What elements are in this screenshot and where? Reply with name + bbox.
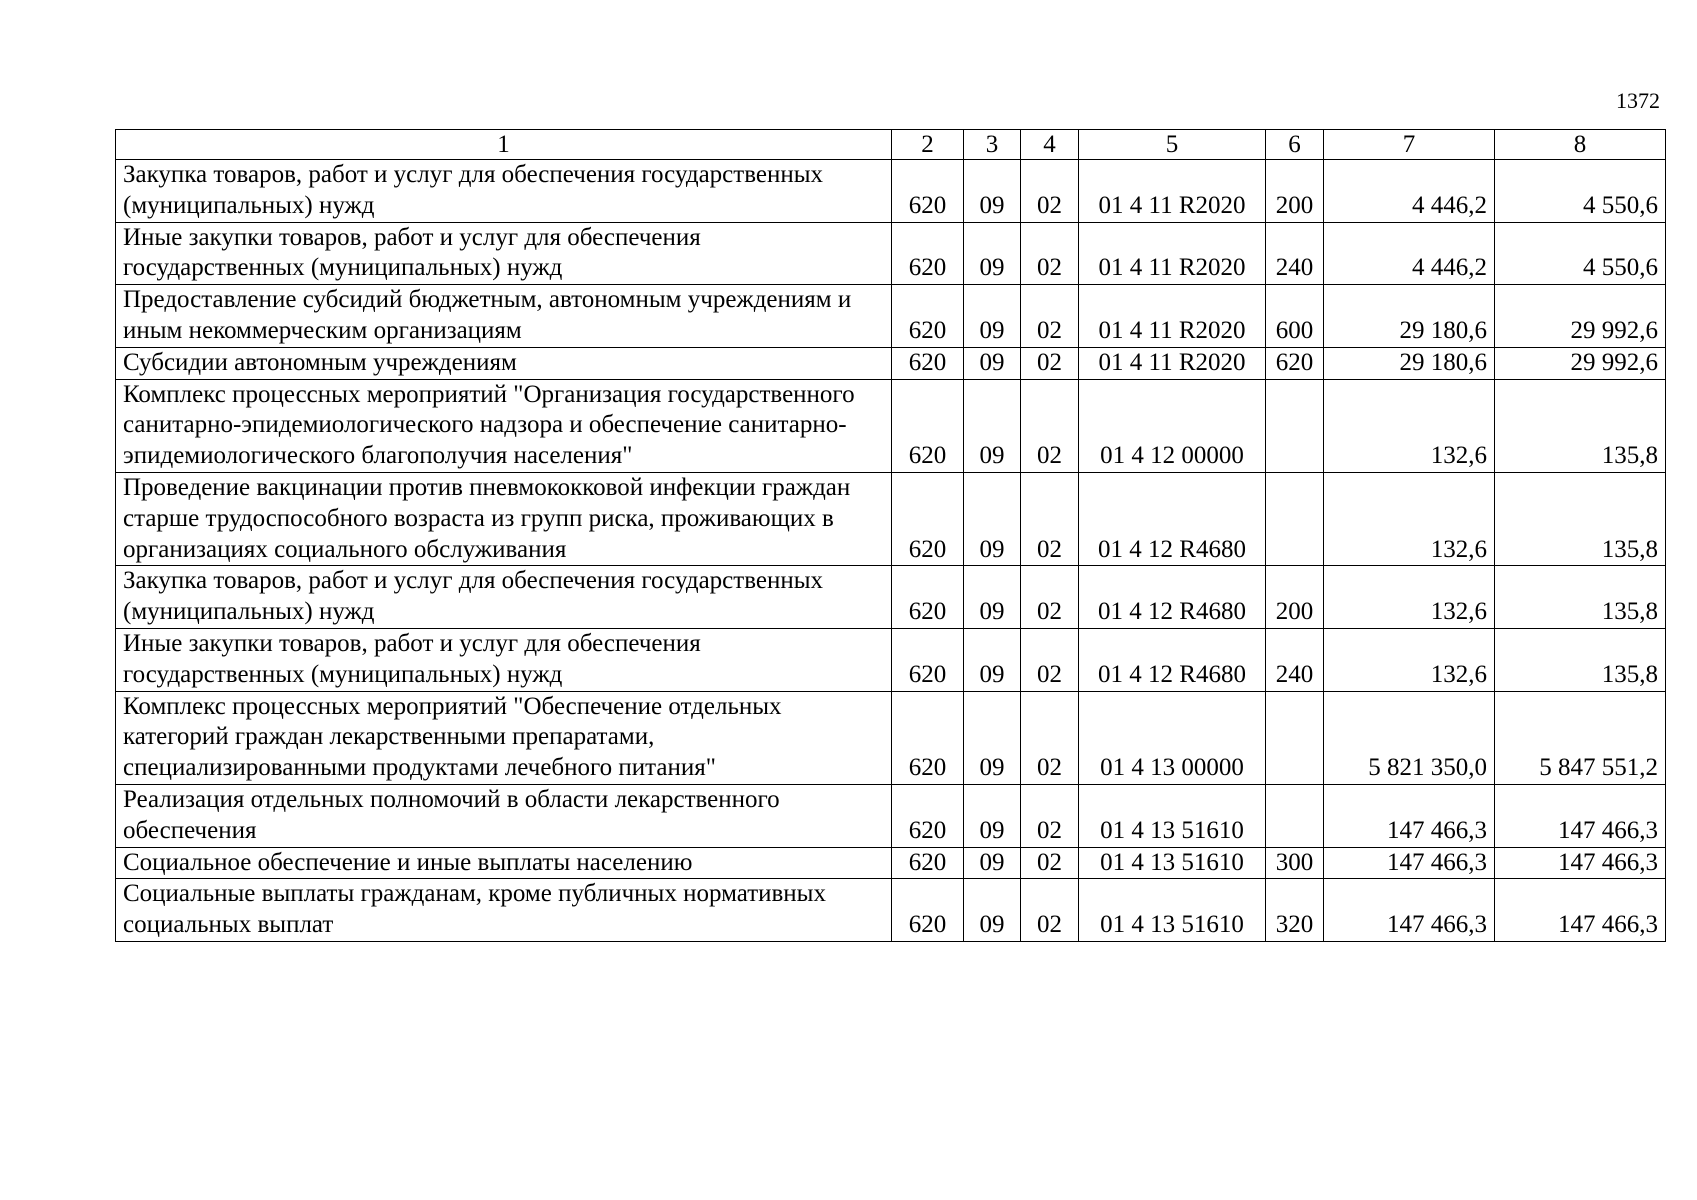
row-name-cell: Социальные выплаты гражданам, кроме публичных нормативных социальных выплат [116,879,892,942]
row-sum2-cell: 135,8 [1495,379,1666,472]
page-number: 1372 [1616,88,1660,113]
row-sum1-cell: 132,6 [1324,379,1495,472]
table-row [116,472,1666,565]
row-csr-cell: 01 4 13 00000 [1079,691,1266,784]
row-vr-cell: 600 [1266,285,1324,348]
header-cell-7: 7 [1324,130,1495,160]
row-csr-cell: 01 4 13 51610 [1079,847,1266,879]
row-rz-cell: 09 [964,847,1021,879]
row-pr-cell: 02 [1021,784,1079,847]
row-rz-cell: 09 [964,628,1021,691]
row-pr-cell: 02 [1021,285,1079,348]
header-cell-5: 5 [1079,130,1266,160]
row-pr-cell: 02 [1021,222,1079,285]
table-row [116,691,1666,784]
row-ved-cell: 620 [892,847,964,879]
row-ved-cell: 620 [892,784,964,847]
row-ved-cell: 620 [892,566,964,629]
row-sum2-cell: 147 466,3 [1495,784,1666,847]
row-rz-cell: 09 [964,879,1021,942]
header-cell-1: 1 [116,130,892,160]
row-name-cell: Реализация отдельных полномочий в области лекарственного обеспечения [116,784,892,847]
table-row [116,285,1666,348]
header-cell-3: 3 [964,130,1021,160]
row-pr-cell: 02 [1021,691,1079,784]
row-sum1-cell: 147 466,3 [1324,784,1495,847]
row-vr-cell [1266,784,1324,847]
row-sum1-cell: 5 821 350,0 [1324,691,1495,784]
row-pr-cell: 02 [1021,472,1079,565]
budget-table [115,129,1666,942]
row-ved-cell: 620 [892,879,964,942]
row-vr-cell: 240 [1266,628,1324,691]
row-rz-cell: 09 [964,347,1021,379]
row-vr-cell: 200 [1266,160,1324,223]
row-sum2-cell: 5 847 551,2 [1495,691,1666,784]
row-csr-cell: 01 4 13 51610 [1079,879,1266,942]
row-sum2-cell: 135,8 [1495,472,1666,565]
header-cell-4: 4 [1021,130,1079,160]
row-sum1-cell: 4 446,2 [1324,222,1495,285]
table-row [116,160,1666,223]
row-vr-cell: 320 [1266,879,1324,942]
row-pr-cell: 02 [1021,847,1079,879]
row-name-cell: Закупка товаров, работ и услуг для обеспечения государственных (муниципальных) нужд [116,566,892,629]
table-row [116,347,1666,379]
table-body [116,160,1666,942]
row-csr-cell: 01 4 12 R4680 [1079,472,1266,565]
row-sum1-cell: 132,6 [1324,472,1495,565]
row-rz-cell: 09 [964,784,1021,847]
table-row [116,784,1666,847]
row-pr-cell: 02 [1021,379,1079,472]
row-csr-cell: 01 4 12 R4680 [1079,628,1266,691]
row-ved-cell: 620 [892,285,964,348]
row-csr-cell: 01 4 11 R2020 [1079,347,1266,379]
row-ved-cell: 620 [892,347,964,379]
row-rz-cell: 09 [964,691,1021,784]
header-cell-2: 2 [892,130,964,160]
row-csr-cell: 01 4 11 R2020 [1079,285,1266,348]
row-sum1-cell: 132,6 [1324,566,1495,629]
row-rz-cell: 09 [964,472,1021,565]
row-vr-cell [1266,379,1324,472]
header-cell-8: 8 [1495,130,1666,160]
row-csr-cell: 01 4 12 R4680 [1079,566,1266,629]
row-sum1-cell: 29 180,6 [1324,285,1495,348]
row-sum2-cell: 29 992,6 [1495,347,1666,379]
row-sum1-cell: 147 466,3 [1324,879,1495,942]
row-sum2-cell: 29 992,6 [1495,285,1666,348]
header-cell-6: 6 [1266,130,1324,160]
row-vr-cell: 200 [1266,566,1324,629]
row-sum2-cell: 4 550,6 [1495,160,1666,223]
table-row [116,222,1666,285]
row-pr-cell: 02 [1021,628,1079,691]
row-pr-cell: 02 [1021,347,1079,379]
row-ved-cell: 620 [892,222,964,285]
table-row [116,566,1666,629]
row-csr-cell: 01 4 13 51610 [1079,784,1266,847]
row-vr-cell [1266,691,1324,784]
table-row [116,379,1666,472]
row-rz-cell: 09 [964,222,1021,285]
row-pr-cell: 02 [1021,160,1079,223]
row-vr-cell [1266,472,1324,565]
row-csr-cell: 01 4 11 R2020 [1079,222,1266,285]
row-sum1-cell: 147 466,3 [1324,847,1495,879]
row-ved-cell: 620 [892,379,964,472]
row-name-cell: Социальное обеспечение и иные выплаты населению [116,847,892,879]
header-row [116,130,1666,160]
row-ved-cell: 620 [892,691,964,784]
row-vr-cell: 240 [1266,222,1324,285]
row-csr-cell: 01 4 11 R2020 [1079,160,1266,223]
row-rz-cell: 09 [964,566,1021,629]
row-ved-cell: 620 [892,160,964,223]
row-name-cell: Комплекс процессных мероприятий "Организация государственного санитарно-эпидемиологического надзора и обеспечение санитарно-эпидемиологического благополучия населения" [116,379,892,472]
row-sum2-cell: 135,8 [1495,628,1666,691]
row-ved-cell: 620 [892,628,964,691]
row-name-cell: Иные закупки товаров, работ и услуг для обеспечения государственных (муниципальных) нужд [116,222,892,285]
row-sum2-cell: 4 550,6 [1495,222,1666,285]
row-vr-cell: 300 [1266,847,1324,879]
row-sum1-cell: 132,6 [1324,628,1495,691]
row-vr-cell: 620 [1266,347,1324,379]
row-name-cell: Проведение вакцинации против пневмококковой инфекции граждан старше трудоспособного возраста из групп риска, проживающих в организациях социального обслуживания [116,472,892,565]
row-name-cell: Предоставление субсидий бюджетным, автономным учреждениям и иным некоммерческим организациям [116,285,892,348]
row-pr-cell: 02 [1021,879,1079,942]
row-rz-cell: 09 [964,285,1021,348]
table-row [116,628,1666,691]
row-sum2-cell: 135,8 [1495,566,1666,629]
row-ved-cell: 620 [892,472,964,565]
row-sum2-cell: 147 466,3 [1495,879,1666,942]
row-name-cell: Закупка товаров, работ и услуг для обеспечения государственных (муниципальных) нужд [116,160,892,223]
row-sum1-cell: 4 446,2 [1324,160,1495,223]
table-row [116,847,1666,879]
row-sum2-cell: 147 466,3 [1495,847,1666,879]
row-rz-cell: 09 [964,379,1021,472]
row-name-cell: Комплекс процессных мероприятий "Обеспечение отдельных категорий граждан лекарственными препаратами, специализированными продуктами лечебного питания" [116,691,892,784]
table-row [116,879,1666,942]
row-csr-cell: 01 4 12 00000 [1079,379,1266,472]
row-name-cell: Иные закупки товаров, работ и услуг для обеспечения государственных (муниципальных) нужд [116,628,892,691]
row-pr-cell: 02 [1021,566,1079,629]
row-rz-cell: 09 [964,160,1021,223]
row-sum1-cell: 29 180,6 [1324,347,1495,379]
row-name-cell: Субсидии автономным учреждениям [116,347,892,379]
